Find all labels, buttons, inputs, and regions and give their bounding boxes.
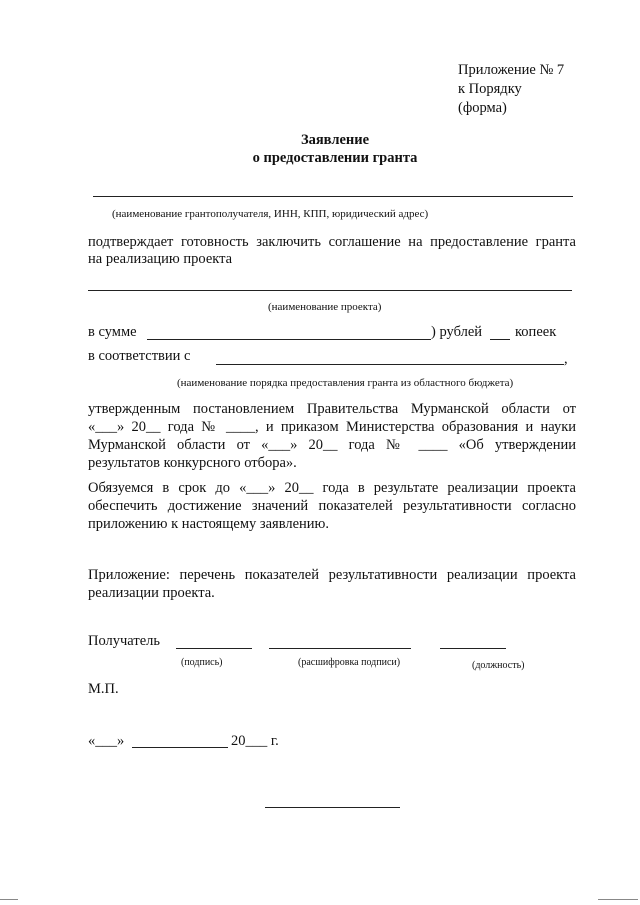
sum-kop: копеек xyxy=(515,324,557,340)
recipient-caption: (наименование грантополучателя, ИНН, КПП, юридический адрес) xyxy=(112,208,429,220)
date-day: «___» xyxy=(88,733,125,749)
signature-field[interactable] xyxy=(176,648,252,649)
bottom-line xyxy=(265,807,400,808)
decoding-caption: (расшифровка подписи) xyxy=(298,657,401,668)
position-caption: (должность) xyxy=(472,660,525,671)
obligation-line-2: обеспечить достижение значений показателей результативности согласно xyxy=(88,498,576,514)
date-month-field[interactable] xyxy=(132,747,228,748)
signature-decoding-field[interactable] xyxy=(269,648,411,649)
scan-edge-right xyxy=(598,899,638,900)
sum-prefix: в сумме xyxy=(88,324,137,340)
recipient-line[interactable] xyxy=(93,196,573,197)
sum-rub: ) рублей xyxy=(431,324,483,340)
document-title: Заявление xyxy=(300,132,370,148)
sum-field[interactable] xyxy=(147,339,431,340)
project-caption: (наименование проекта) xyxy=(268,301,382,313)
scan-edge-left xyxy=(0,899,18,900)
procedure-caption: (наименование порядка предоставления гранта из областного бюджета) xyxy=(177,377,514,389)
confirm-line-1: подтверждает готовность заключить соглашение на предоставление гранта xyxy=(88,234,576,250)
document-subtitle: о предоставлении гранта xyxy=(252,150,418,166)
accordance-prefix: в соответствии с xyxy=(88,348,191,364)
approved-line-3: Мурманской области от «___» 20__ года № ____ «Об утверждении xyxy=(88,437,576,453)
confirm-line-2: на реализацию проекта xyxy=(88,251,233,267)
date-year: 20___ г. xyxy=(231,733,279,749)
kopeck-field[interactable] xyxy=(490,339,510,340)
obligation-line-1: Обязуемся в срок до «___» 20__ года в результате реализации проекта xyxy=(88,480,576,496)
appendix-form: (форма) xyxy=(458,100,507,116)
recipient-label: Получатель xyxy=(88,633,160,649)
obligation-line-3: приложению к настоящему заявлению. xyxy=(88,516,330,532)
attachment-line-1: Приложение: перечень показателей результативности реализации проекта xyxy=(88,567,576,583)
approved-line-4: результатов конкурсного отбора». xyxy=(88,455,297,471)
appendix-number: Приложение № 7 xyxy=(458,62,565,78)
project-line[interactable] xyxy=(88,290,572,291)
procedure-field[interactable] xyxy=(216,364,564,365)
appendix-order: к Порядку xyxy=(458,81,522,97)
approved-line-2: «___» 20__ года № ____, и приказом Министерства образования и науки xyxy=(88,419,576,435)
stamp-mark: М.П. xyxy=(88,681,119,697)
position-field[interactable] xyxy=(440,648,506,649)
attachment-line-2: реализации проекта. xyxy=(88,585,215,601)
accordance-suffix: , xyxy=(564,351,568,367)
signature-caption: (подпись) xyxy=(181,657,223,668)
approved-line-1: утвержденным постановлением Правительства Мурманской области от xyxy=(88,401,576,417)
